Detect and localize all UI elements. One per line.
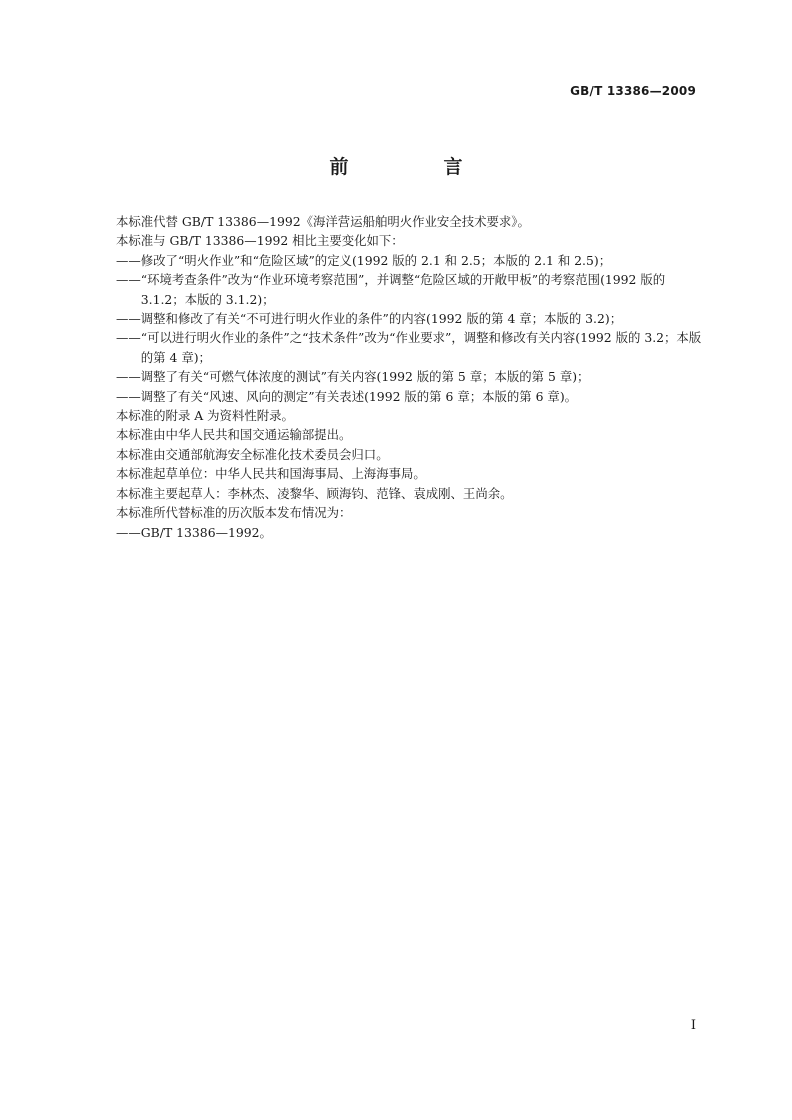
paragraph-drafting-units: 本标准起草单位：中华人民共和国海事局、上海海事局。: [116, 466, 426, 482]
dash-marker: ——: [116, 272, 141, 288]
paragraph-history: 本标准所代替标准的历次版本发布情况为：: [116, 505, 352, 521]
paragraph-proposer: 本标准由中华人民共和国交通运输部提出。: [116, 427, 352, 443]
list-item: [116, 309, 706, 328]
list-item: [116, 328, 706, 367]
dash-marker: ——: [116, 330, 141, 346]
page-number: I: [690, 1018, 696, 1033]
dash-marker: ——: [116, 252, 141, 268]
paragraph-drafters: 本标准主要起草人：李林杰、凌黎华、顾海钧、范锋、袁成刚、王尚余。: [116, 485, 513, 501]
page-title: 前 言: [329, 156, 501, 178]
dash-marker: ——: [116, 388, 141, 404]
list-item: [116, 387, 706, 406]
list-item-text: “环境考查条件”改为“作业环境考察范围”，并调整“危险区域的开敞甲板”的考察范围(1992 版的 3.1.2；本版的 3.1.2)；: [140, 272, 666, 307]
list-item-text: 调整了有关“风速、风向的测定”有关表述(1992 版的第 6 章；本版的第 6 章)。: [140, 388, 578, 404]
list-item: [116, 367, 706, 386]
paragraph-replaces: 本标准代替 GB/T 13386—1992《海洋营运船舶明火作业安全技术要求》。: [116, 214, 530, 229]
standard-code: GB/T 13386—2009: [570, 84, 696, 98]
list-item-text: 调整和修改了有关“不可进行明火作业的条件”的内容(1992 版的第 4 章；本版的 3.2)；: [140, 311, 623, 327]
dash-marker: ——: [116, 369, 141, 385]
list-item-text: 调整了有关“可燃气体浓度的测试”有关内容(1992 版的第 5 章；本版的第 5 章)；: [140, 369, 590, 385]
list-item-text: GB/T 13386—1992。: [140, 524, 272, 540]
list-item: [116, 251, 706, 270]
list-item: [116, 270, 706, 309]
list-item-text: “可以进行明火作业的条件”之“技术条件”改为“作业要求”，调整和修改有关内容(1992 版的 3.2；本版的第 4 章)；: [140, 330, 702, 365]
list-item: [116, 523, 706, 542]
paragraph-annex: 本标准的附录 A 为资料性附录。: [116, 408, 294, 424]
list-item-text: 修改了“明火作业”和“危险区域”的定义(1992 版的 2.1 和 2.5；本版的 2.1 和 2.5)；: [140, 252, 612, 268]
paragraph-changes-intro: 本标准与 GB/T 13386—1992 相比主要变化如下：: [116, 233, 404, 249]
paragraph-committee: 本标准由交通部航海安全标准化技术委员会归口。: [116, 446, 389, 462]
dash-marker: ——: [116, 311, 141, 327]
foreword-body: [116, 212, 706, 542]
dash-marker: ——: [116, 524, 141, 540]
